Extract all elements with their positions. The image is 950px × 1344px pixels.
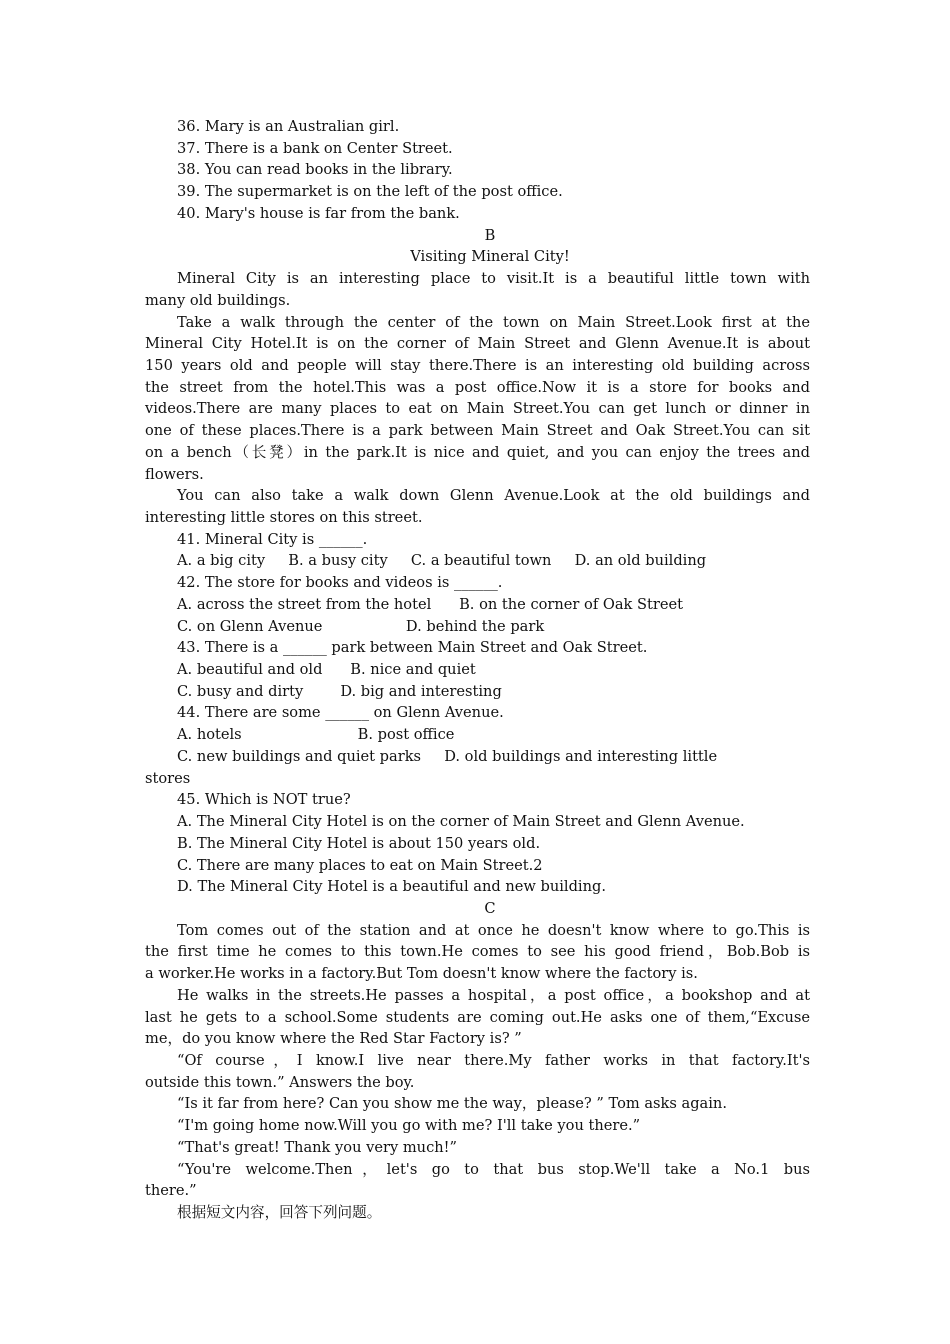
text-line-9: many old buildings.	[145, 291, 291, 309]
text-line-30: C. new buildings and quiet parks D. old buildings and interesting little	[177, 747, 718, 765]
text-line-50: there.”	[145, 1182, 197, 1200]
text-line-36: D. The Mineral City Hotel is a beautiful and new building.	[177, 878, 606, 896]
text-line-44: “Of course，I know.I live near there.My father works in that factory.It's	[177, 1052, 810, 1069]
text-line-35: C. There are many places to eat on Main Street.2	[177, 856, 543, 874]
text-line-2: 37. There is a bank on Center Street.	[177, 139, 453, 157]
text-line-19: interesting little stores on this street.	[145, 509, 423, 526]
text-line-10: Take a walk through the center of the town on Main Street.Look first at the	[177, 313, 810, 331]
text-line-29: A. hotels B. post office	[177, 726, 455, 744]
text-line-39: the first time he comes to this town.He comes to see his good friend，Bob.Bob is	[145, 943, 810, 961]
text-line-11: Mineral City Hotel.It is on the corner of Main Street and Glenn Avenue.It is about	[145, 335, 810, 353]
text-line-13: the street from the hotel.This was a post office.Now it is a store for books and	[145, 378, 810, 396]
text-line-49: “You're welcome.Then，let's go to that bus stop.We'll take a No.1 bus	[177, 1160, 810, 1178]
text-line-15: one of these places.There is a park between Main Street and Oak Street.You can sit	[145, 422, 810, 440]
text-line-7: Visiting Mineral City!	[410, 248, 570, 266]
text-line-18: You can also take a walk down Glenn Avenue.Look at the old buildings and	[177, 487, 810, 505]
text-line-25: 43. There is a ______ park between Main Street and Oak Street.	[177, 639, 648, 657]
text-line-4: 39. The supermarket is on the left of the post office.	[177, 183, 563, 201]
text-line-48: “That's great! Thank you very much!”	[177, 1138, 457, 1156]
text-line-16: on a bench（长凳）in the park.It is nice and quiet, and you can enjoy the trees and	[145, 443, 810, 461]
text-line-45: outside this town.” Answers the boy.	[145, 1073, 415, 1091]
text-line-43: me，do you know where the Red Star Factory is? ”	[145, 1030, 522, 1048]
text-line-31: stores	[145, 769, 191, 787]
text-line-1: 36. Mary is an Australian girl.	[177, 118, 400, 135]
text-line-26: A. beautiful and old B. nice and quiet	[177, 661, 476, 678]
text-line-42: last he gets to a school.Some students are coming out.He asks one of them,“Excuse	[145, 1008, 810, 1026]
text-line-22: 42. The store for books and videos is ______.	[177, 574, 503, 592]
text-line-41: He walks in the streets.He passes a hospital，a post office，a bookshop and at	[177, 986, 810, 1004]
text-line-14: videos.There are many places to eat on Main Street.You can get lunch or dinner in	[145, 400, 810, 418]
text-line-8: Mineral City is an interesting place to visit.It is a beautiful little town with	[177, 270, 810, 287]
text-line-12: 150 years old and people will stay there.There is an interesting old building across	[145, 356, 810, 374]
text-line-38: Tom comes out of the station and at once he doesn't know where to go.This is	[177, 921, 810, 939]
text-line-46: “Is it far from here? Can you show me the way，please? ” Tom asks again.	[177, 1095, 727, 1113]
text-line-5: 40. Mary's house is far from the bank.	[177, 204, 460, 222]
text-line-32: 45. Which is NOT true?	[177, 791, 351, 809]
text-line-40: a worker.He works in a factory.But Tom doesn't know where the factory is.	[145, 965, 698, 983]
text-line-24: C. on Glenn Avenue D. behind the park	[177, 617, 545, 635]
text-line-51: 根据短文内容，回答下列问题。	[177, 1204, 382, 1221]
text-line-3: 38. You can read books in the library.	[177, 161, 453, 179]
text-line-20: 41. Mineral City is ______.	[177, 530, 368, 548]
text-line-6: B	[484, 226, 496, 244]
text-line-37: C	[484, 899, 496, 917]
text-line-47: “I'm going home now.Will you go with me? I'll take you there.”	[177, 1117, 641, 1135]
text-line-28: 44. There are some ______ on Glenn Avenue.	[177, 704, 504, 722]
text-line-34: B. The Mineral City Hotel is about 150 years old.	[177, 834, 541, 852]
text-line-23: A. across the street from the hotel B. on the corner of Oak Street	[177, 595, 683, 613]
text-line-17: flowers.	[145, 465, 204, 483]
text-line-27: C. busy and dirty D. big and interesting	[177, 682, 502, 700]
text-line-21: A. a big city B. a busy city C. a beautiful town D. an old building	[177, 552, 707, 570]
text-line-33: A. The Mineral City Hotel is on the corner of Main Street and Glenn Avenue.	[177, 813, 745, 830]
